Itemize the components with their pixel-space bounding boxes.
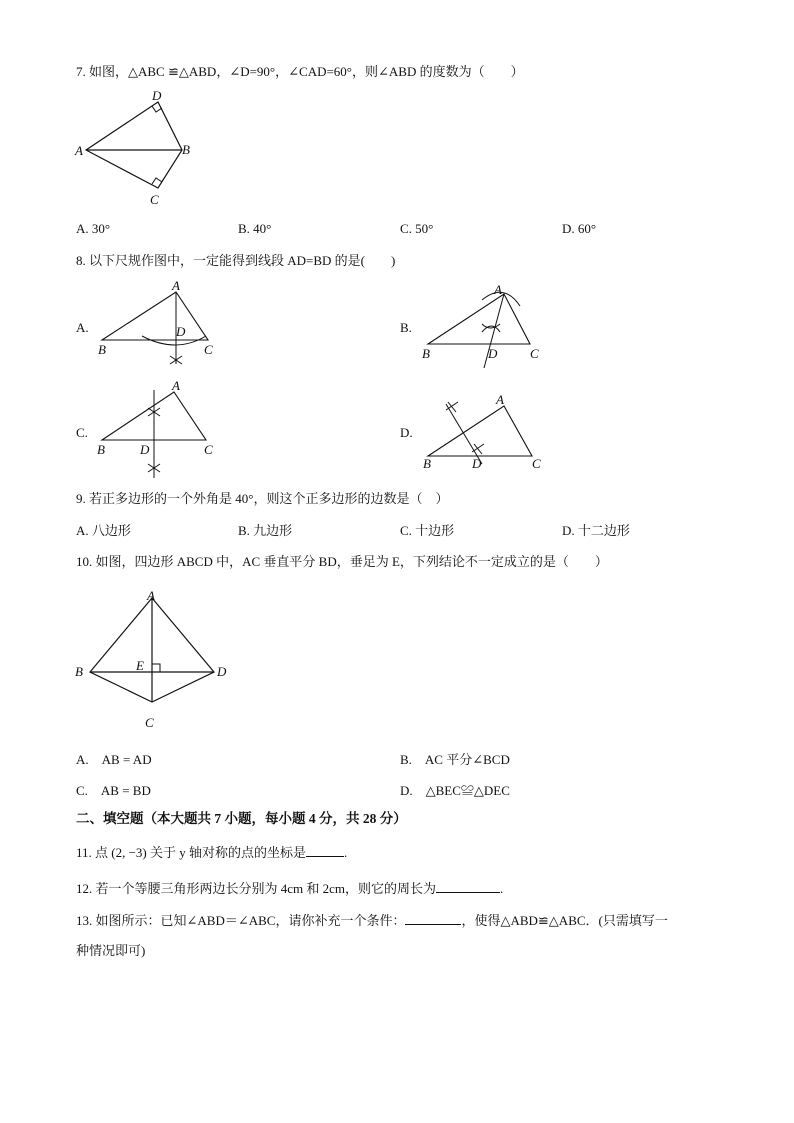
- q12-text: 12. 若一个等腰三角形两边长分别为 4cm 和 2cm，则它的周长为: [76, 881, 437, 896]
- q13-text-tail: ，使得△ABD≌△ABC．(只需填写一: [461, 913, 668, 928]
- q9-option-a[interactable]: A. 八边形: [76, 523, 131, 538]
- q7-option-b[interactable]: B. 40°: [238, 221, 272, 236]
- q12-period: .: [500, 881, 504, 896]
- q9-option-d[interactable]: D. 十二边形: [562, 523, 630, 538]
- q8c-label-a: A: [172, 378, 180, 393]
- q11-text: 11. 点 (2, −3) 关于 y 轴对称的点的坐标是: [76, 845, 307, 860]
- q8b-label-b: B: [422, 346, 430, 361]
- q7-label-a: A: [75, 143, 83, 158]
- q9-stem: 9. 若正多边形的一个外角是 40°，则这个正多边形的边数是（ ）: [76, 491, 449, 506]
- q8-figure-b: [420, 280, 550, 372]
- q8b-label-a: A: [494, 282, 502, 297]
- q10-option-c[interactable]: C. AB = BD: [76, 783, 151, 798]
- q10-label-d: D: [217, 664, 227, 679]
- q7-label-b: B: [182, 142, 190, 157]
- q8-option-d-label[interactable]: D.: [400, 425, 413, 440]
- q8c-label-d: D: [140, 442, 150, 457]
- q7-option-c[interactable]: C. 50°: [400, 221, 434, 236]
- q12: [76, 882, 503, 895]
- q7-label-c: C: [150, 192, 159, 207]
- q8-figure-d: [420, 390, 550, 474]
- q10-stem: 10. 如图，四边形 ABCD 中，AC 垂直平分 BD，垂足为 E，下列结论不一定成立的是（ ）: [76, 554, 608, 569]
- q7-figure: [70, 88, 210, 210]
- q7-option-d[interactable]: D. 60°: [562, 221, 597, 236]
- q8-figure-c: [96, 380, 226, 480]
- q8a-label-b: B: [98, 342, 106, 357]
- q13-line1: [76, 914, 668, 927]
- q8-figure-a: [96, 278, 226, 370]
- q10-label-a: A: [147, 588, 155, 603]
- q8a-label-c: C: [204, 342, 213, 357]
- q8d-label-d: D: [472, 456, 482, 471]
- q9-option-b[interactable]: B. 九边形: [238, 523, 293, 538]
- q11-period: .: [344, 845, 348, 860]
- q12-answer-blank[interactable]: [436, 882, 500, 893]
- q8d-label-c: C: [532, 456, 541, 471]
- q11-answer-blank[interactable]: [306, 846, 344, 857]
- q11: [76, 846, 347, 859]
- q8a-label-d: D: [176, 324, 186, 339]
- q7-option-a[interactable]: A. 30°: [76, 221, 111, 236]
- q8b-label-c: C: [530, 346, 539, 361]
- q8d-label-b: B: [423, 456, 431, 471]
- q8c-label-c: C: [204, 442, 213, 457]
- q13-text: 13. 如图所示：已知∠ABD＝∠ABC，请你补充一个条件：: [76, 913, 406, 928]
- q13-line2: 种情况即可): [76, 943, 146, 958]
- q7-label-d: D: [152, 88, 162, 103]
- q8c-label-b: B: [97, 442, 105, 457]
- q9-option-c[interactable]: C. 十边形: [400, 523, 455, 538]
- q13-answer-blank[interactable]: [405, 914, 461, 925]
- q10-option-a[interactable]: A. AB = AD: [76, 752, 152, 767]
- q8-stem: 8. 以下尺规作图中，一定能得到线段 AD=BD 的是( ): [76, 253, 396, 268]
- q7-stem: 7. 如图，△ABC ≌△ABD，∠D=90°，∠CAD=60°，则∠ABD 的度数为（ ）: [76, 64, 524, 79]
- q8-option-c-label[interactable]: C.: [76, 425, 88, 440]
- q10-label-c: C: [145, 715, 154, 730]
- q10-option-d[interactable]: D. △BEC≌△DEC: [400, 783, 510, 798]
- q8-option-a-label[interactable]: A.: [76, 320, 89, 335]
- q8b-label-d: D: [488, 346, 498, 361]
- section-heading: 二、填空题（本大题共 7 小题，每小题 4 分，共 28 分）: [76, 811, 407, 826]
- q10-label-b: B: [75, 664, 83, 679]
- q10-label-e: E: [136, 658, 144, 673]
- q8d-label-a: A: [496, 392, 504, 407]
- q10-option-b[interactable]: B. AC 平分∠BCD: [400, 752, 510, 767]
- q8a-label-a: A: [172, 278, 180, 293]
- q8-option-b-label[interactable]: B.: [400, 320, 412, 335]
- q10-figure: [74, 584, 244, 734]
